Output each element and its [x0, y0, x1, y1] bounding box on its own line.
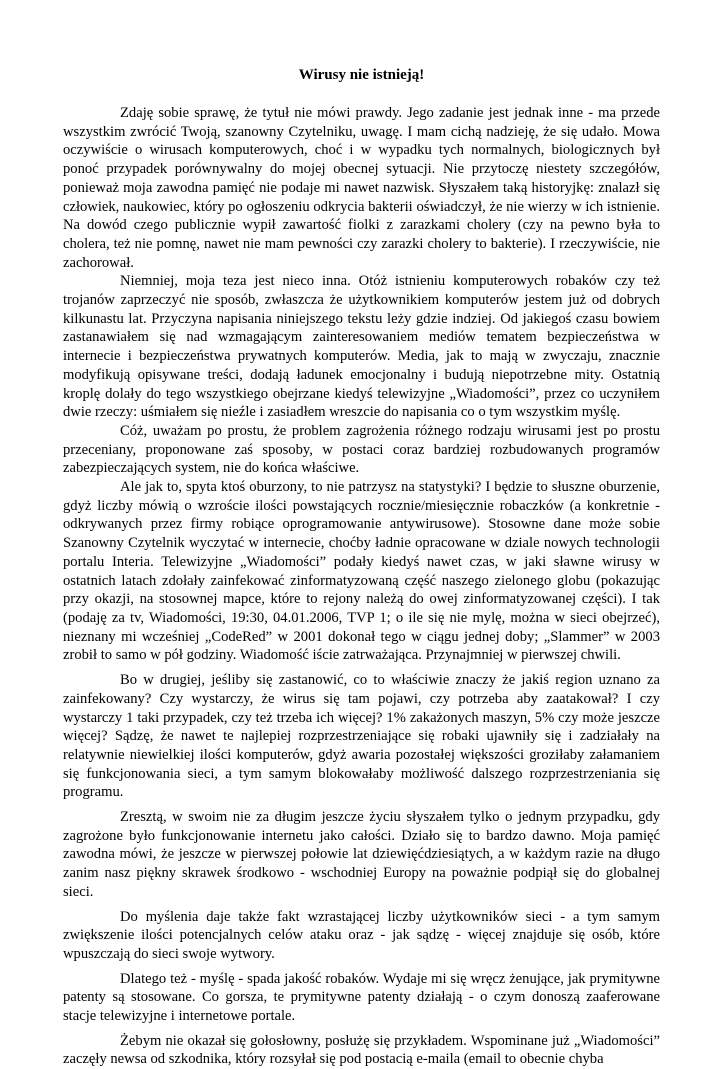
paragraph: Bo w drugiej, jeśliby się zastanowić, co to właściwie znaczy że jakiś region uznano za zainfekowany? Czy wystarczy, że wirus się tam pojawi, czy potrzeba aby zaatakował? I czy wystarczy 1 taki przypadek, czy też trzeba ich więcej? 1% zakażonych maszyn, 5% czy może jeszcze więcej? Sądzę, że nawet te najlepiej rozprzestrzeniające się robaki ujawniły się i zadziałały na relatywnie niewielkiej ilości komputerów, gdyż awaria pozostałej większości groziłaby załamaniem się funkcjonowania sieci, a tym samym blokowałaby możliwość dalszego rozprzestrzeniania się programu. — [63, 672, 660, 801]
paragraph: Zdaję sobie sprawę, że tytuł nie mówi prawdy. Jego zadanie jest jednak inne - ma przede wszystkim zwrócić Twoją, szanowny Czytelniku, uwagę. I mam cichą nadzieję, że się udało. Mowa oczywiście o wirusach komputerowych, choć i w wypadku tych normalnych, biologicznych był ponoć przypadek porównywalny do mojej obecnej sytuacji. Nie przytoczę niestety szczegółów, ponieważ moja zawodna pamięć nie podaje mi nawet nazwisk. Słyszałem taką historyjkę: znalazł się człowiek, naukowiec, który po ogłoszeniu odkrycia bakterii oświadczył, że nie wierzy w ich istnienie. Na dowód czego publicznie wypił zawartość fiolki z zarazkami cholery (czy na pewno była to cholera, też nie pomnę, nawet nie mam pewności czy zarazki cholery to bakterie). I rzeczywiście, nie zachorował. — [63, 105, 660, 271]
paragraph: Do myślenia daje także fakt wzrastającej liczby użytkowników sieci - a tym samym zwiększenie ilości potencjalnych celów ataku oraz - jak sądzę - więcej znajduje się osób, które wpuszczają do sieci swoje wytwory. — [63, 908, 660, 962]
paragraph: Niemniej, moja teza jest nieco inna. Otóż istnieniu komputerowych robaków czy też trojanów zaprzeczyć nie sposób, zwłaszcza że użytkownikiem komputerów jestem już od dobrych kilkunastu lat. Przyczyna napisania niniejszego tekstu leży gdzie indziej. Od jakiegoś czasu bowiem zastanawiałem się nad wzmagającym zainteresowaniem mediów tematem bezpieczeństwa w internecie i bezpieczeństwa prywatnych komputerów. Media, jak to mają w zwyczaju, znacznie modyfikują opisywane treści, dodają ładunek emocjonalny i budują niepotrzebne mity. Ostatnią kroplę dolały do tego wszystkiego obejrzane kiedyś telewizyjne „Wiadomości”, przez co uczyniłem dwie rzeczy: uśmiałem się nieźle i zasiadłem wreszcie do napisania co o tym wszystkim myślę. — [63, 273, 660, 421]
paragraph: Żebym nie okazał się gołosłowny, posłużę się przykładem. Wspominane już „Wiadomości” zaczęły newsa od szkodnika, który rozsyłał się pod postacią e-maila (email to obecnie chyba — [63, 1032, 660, 1068]
paragraph: Dlatego też - myślę - spada jakość robaków. Wydaje mi się wręcz żenujące, jak prymitywne patenty są stosowane. Co gorsza, te prymitywne patenty działają - o czym donoszą zaaferowane stacje telewizyjne i internetowe portale. — [63, 970, 660, 1025]
paragraph: Zresztą, w swoim nie za długim jeszcze życiu słyszałem tylko o jednym przypadku, gdy zagrożone było funkcjonowanie internetu jako całości. Działo się to bardzo dawno. Moja pamięć zawodna mówi, że jeszcze w pierwszej połowie lat dziewięćdziesiątych, a w każdym razie na długo zanim nasz piękny skrawek środkowo - wschodniej Europy na poważnie podpiął się do globalnej sieci. — [63, 809, 660, 900]
paragraph: Ale jak to, spyta ktoś oburzony, to nie patrzysz na statystyki? I będzie to słuszne oburzenie, gdyż liczby mówią o wzroście ilości powstających rocznie/miesięcznie robaczków (a konkretnie - odkrywanych przez firmy robiące oprogramowanie antywirusowe). Stosowne dane może sobie Szanowny Czytelnik wyczytać w internecie, choćby ładnie opracowane w dziale nowych technologii portalu Interia. Telewizyjne „Wiadomości” podały kiedyś nawet czas, w jaki sławne wirusy w ostatnich latach zdołały zainfekować zinformatyzowaną część naszego zielonego globu (pokazując przy okazji, na stosownej mapce, które to rejony należą do owej zinformatyzowanej części). I tak (podaję za tv, Wiadomości, 19:30, 04.01.2006, TVP 1; o ile się nie mylę, można w sieci obejrzeć), nieznany mi wcześniej „CodeRed” w 2001 dokonał tego w ciągu jednej doby; „Slammer” w 2003 zrobił to samo w pół godziny. Wiadomość iście zatrważająca. Przynajmniej w pierwszej chwili. — [63, 479, 660, 664]
paragraph: Cóż, uważam po prostu, że problem zagrożenia różnego rodzaju wirusami jest po prostu przeceniany, proponowane zaś sposoby, w postaci coraz bardziej rozbudowanych programów zabezpieczających system, nie do końca właściwe. — [63, 422, 660, 477]
document-title: Wirusy nie istnieją! — [298, 67, 425, 83]
